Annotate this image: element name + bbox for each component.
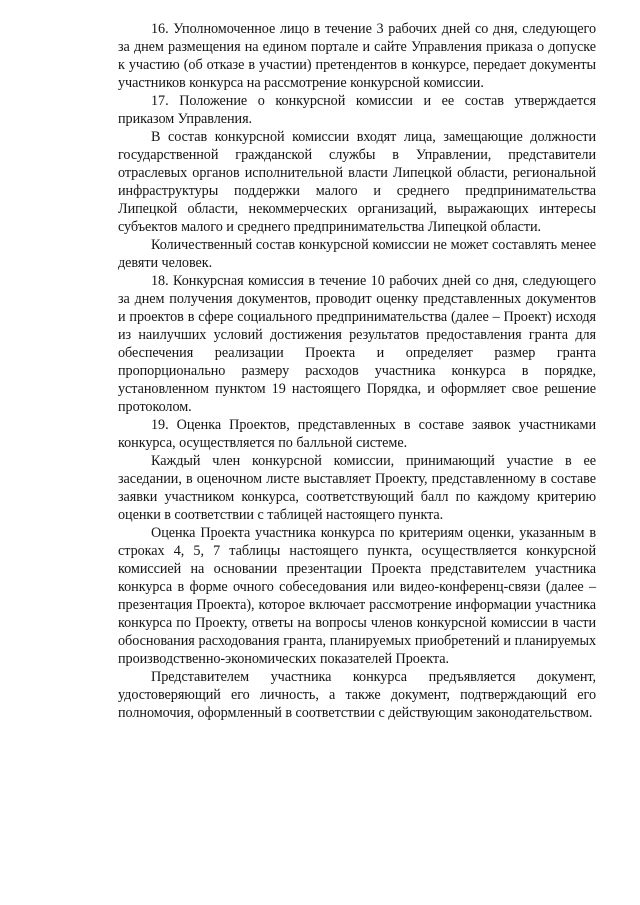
paragraph-19: 19. Оценка Проектов, представленных в составе заявок участниками конкурса, осуществляется по балльной системе. [118, 417, 596, 451]
paragraph-18: 18. Конкурсная комиссия в течение 10 рабочих дней со дня, следующего за днем получения документов, проводит оценку представленных документов и проектов в сфере социального предпринимательства (далее – Проект) исходя из наилучших условий достижения результатов предоставления гранта для обеспечения реализации Проекта и определяет размер гранта пропорционально размеру расходов участника конкурса в порядке, установленном пунктом 19 настоящего Порядка, и оформляет свое решение протоколом. [118, 273, 596, 415]
paragraph-commission-composition: В состав конкурсной комиссии входят лица, замещающие должности государственной гражданской службы в Управлении, представители отраслевых органов исполнительной власти Липецкой области, региональной инфраструктуры поддержки малого и среднего предпринимательства Липецкой области, некоммерческих организаций, выражающих интересы субъектов малого и среднего предпринимательства Липецкой области. [118, 129, 596, 235]
paragraph-representative-documents: Представителем участника конкурса предъявляется документ, удостоверяющий его личность, а также документ, подтверждающий его полномочия, оформленный в соответствии с действующим законодательством. [118, 669, 596, 721]
paragraph-commission-size: Количественный состав конкурсной комиссии не может составлять менее девяти человек. [118, 237, 596, 271]
paragraph-17: 17. Положение о конкурсной комиссии и ее состав утверждается приказом Управления. [118, 93, 596, 127]
paragraph-member-scoring: Каждый член конкурсной комиссии, принимающий участие в ее заседании, в оценочном листе выставляет Проекту, представленному в составе заявки участником конкурса, соответствующий балл по каждому критерию оценки в соответствии с таблицей настоящего пункта. [118, 453, 596, 523]
paragraph-presentation-evaluation: Оценка Проекта участника конкурса по критериям оценки, указанным в строках 4, 5, 7 таблицы настоящего пункта, осуществляется конкурсной комиссией на основании презентации Проекта представителем участника конкурса в форме очного собеседования или видео-конференц-связи (далее – презентация Проекта), которое включает рассмотрение информации участника конкурса по Проекту, ответы на вопросы членов конкурсной комиссии в части обоснования расходования гранта, планируемых приобретений и планируемых производственно-экономических показателей Проекта. [118, 525, 596, 667]
paragraph-16: 16. Уполномоченное лицо в течение 3 рабочих дней со дня, следующего за днем размещения на едином портале и сайте Управления приказа о допуске к участию (об отказе в участии) претендентов в конкурсе, передает документы участников конкурса на рассмотрение конкурсной комиссии. [118, 21, 596, 91]
